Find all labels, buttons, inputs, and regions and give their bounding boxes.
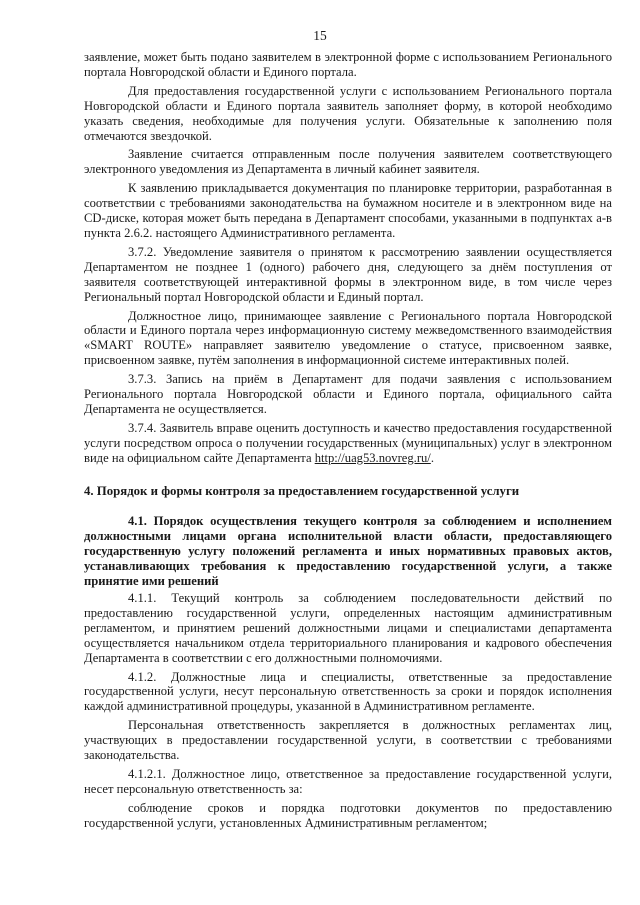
paragraph: 4.1.1. Текущий контроль за соблюдением последовательности действий по предоставлению государственной услуги, определенных настоящим административным регламентом, и принятием решений должностными лицами и специалистами департамента осуществляется начальником отдела территориального планирования и кадрового обеспечения Департамента в соответствии с его должностными полномочиями. (84, 591, 612, 665)
document-body (84, 50, 612, 835)
paragraph: Персональная ответственность закрепляется в должностных регламентах лиц, участвующих в предоставлении государственной услуги, в соответствии с требованиями законодательства. (84, 718, 612, 763)
page-number: 15 (313, 28, 327, 43)
paragraph: Должностное лицо, принимающее заявление с Регионального портала Новгородской области и Единого портала через информационную систему межведомственного взаимодействия «SMART ROUTE» направляет заявителю уведомление о статусе, присвоенном заявке, присвоенном заявке, путём заполнения в информационной системе интерактивных полей. (84, 308, 612, 368)
paragraph: 4.1.2. Должностные лица и специалисты, ответственные за предоставление государственной услуги, несут персональную ответственность за сроки и порядок исполнения каждой административной процедуры, указанной в Административном регламенте. (84, 669, 612, 714)
subsection-heading: 4.1. Порядок осуществления текущего контроля за соблюдением и исполнением должностными лицами органа исполнительной власти области, предоставляющего государственную услугу положений регламента и иных нормативных правовых актов, устанавливающих требования к предоставлению государственной услуги, а также принятие ими решений (84, 514, 612, 589)
link-suffix: . (430, 450, 434, 465)
section-heading: 4. Порядок и формы контроля за предоставлением государственной услуги (84, 483, 520, 498)
paragraph: Заявление считается отправленным после получения заявителем соответствующего электронного уведомления из Департамента в личный кабинет заявителя. (84, 147, 612, 177)
paragraph: К заявлению прикладывается документация по планировке территории, разработанная в соответствии с требованиями законодательства на бумажном носителе и в электронном виде на CD-диске, которая может быть передана в Департамент способами, указанными в подпунктах а-в пункта 2.6.2. настоящего Административного регламента. (84, 181, 612, 240)
department-site-link[interactable]: http://uag53.novreg.ru/ (314, 450, 431, 465)
paragraph: Для предоставления государственной услуги с использованием Регионального портала Новгородской области и Единого портала заявитель заполняет форму, в которой необходимо указать сведения, необходимые для получения услуги. Обязательные к заполнению поля отмечаются звездочкой. (84, 83, 612, 143)
paragraph: соблюдение сроков и порядка подготовки документов по предоставлению государственной услуги, установленных Административным регламентом; (84, 800, 612, 830)
paragraph: 3.7.2. Уведомление заявителя о принятом к рассмотрению заявлении осуществляется Департаментом не позднее 1 (одного) рабочего дня, следующего за днём поступления от заявителя соответствующей интерактивной формы в электронном виде, в том числе через Региональный портал Новгородской области и Единый портал. (84, 244, 612, 304)
paragraph: заявление, может быть подано заявителем в электронной форме с использованием Регионального портала Новгородской области и Единого портала. (84, 50, 612, 79)
paragraph-text: 3.7.4. Заявитель вправе оценить доступность и качество предоставления государственной услуги посредством опроса о получении государственных (муниципальных) услуг в электронном виде на официальном сайте Департамента (84, 420, 612, 465)
paragraph: 3.7.3. Запись на приём в Департамент для подачи заявления с использованием Регионального портала Новгородской области и Единого портала, официального сайта Департамента не осуществляется. (84, 372, 612, 416)
paragraph: 4.1.2.1. Должностное лицо, ответственное за предоставление государственной услуги, несет персональную ответственность за: (84, 766, 612, 796)
paragraph-with-link (84, 421, 612, 466)
